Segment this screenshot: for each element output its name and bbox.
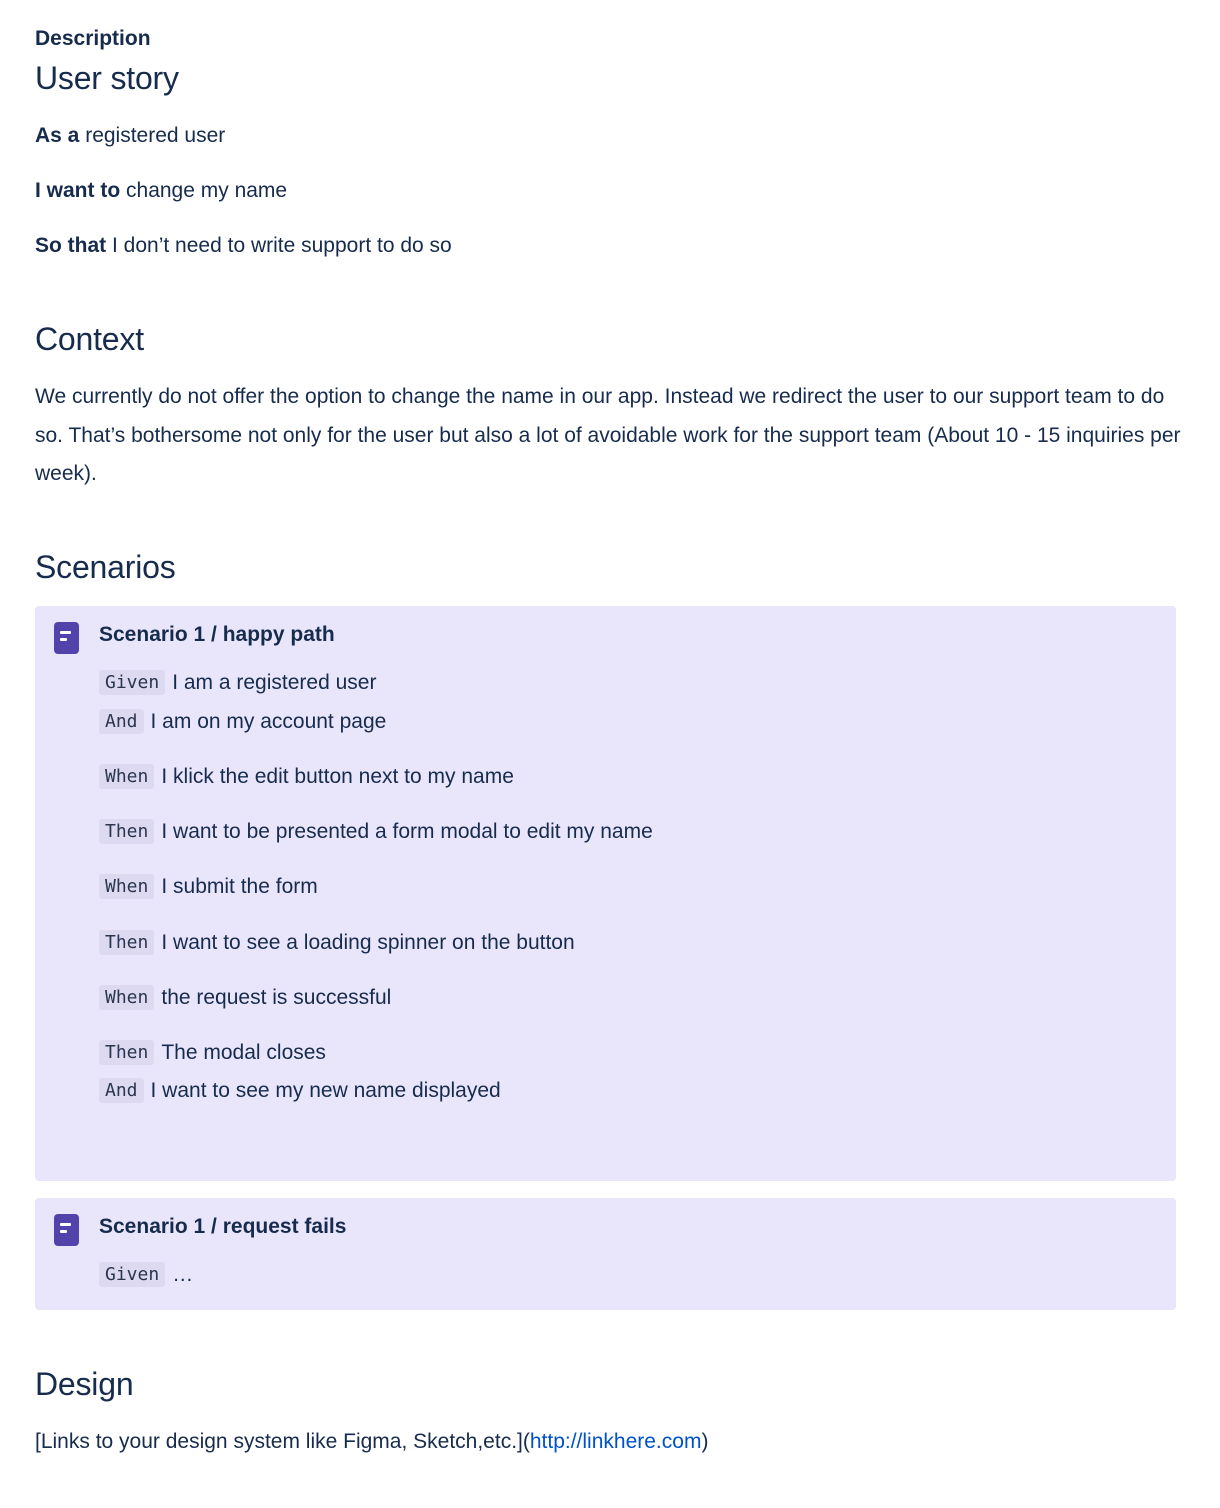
description-label: Description [35, 27, 151, 50]
user-story-heading: User story [35, 60, 179, 96]
scenario-title: Scenario 1 / request fails [99, 1215, 347, 1238]
step-keyword: When [99, 985, 154, 1010]
step-text: The modal closes [161, 1040, 326, 1064]
step-keyword: And [99, 709, 144, 734]
design-text-prefix: [Links to your design system like Figma, Sketch,etc.]( [35, 1430, 530, 1453]
as-a-line [35, 123, 225, 149]
step-keyword: When [99, 764, 154, 789]
scenario-panel-happy-path [35, 606, 1176, 1181]
i-want-to-line [35, 178, 287, 204]
context-heading: Context [35, 321, 144, 357]
step-text: I want to see a loading spinner on the button [161, 930, 575, 954]
step-keyword: When [99, 874, 154, 899]
so-that-text: I don’t need to write support to do so [112, 234, 452, 257]
scenario-step [99, 1078, 501, 1103]
scenario-title: Scenario 1 / happy path [99, 623, 335, 646]
scenario-panel-request-fails [35, 1198, 1176, 1310]
scenario-step [99, 985, 391, 1010]
scenarios-heading: Scenarios [35, 549, 176, 585]
step-keyword: Then [99, 930, 154, 955]
step-text: I am a registered user [172, 670, 377, 694]
i-want-to-keyword: I want to [35, 179, 121, 202]
note-icon [54, 622, 79, 654]
step-text: … [172, 1262, 194, 1286]
scenario-step [99, 709, 386, 734]
scenario-step [99, 1040, 326, 1065]
scenario-step [99, 819, 653, 844]
as-a-text: registered user [85, 124, 226, 147]
step-keyword: Then [99, 819, 154, 844]
design-links-line [35, 1429, 708, 1455]
step-text: I want to see my new name displayed [150, 1078, 501, 1102]
step-text: I am on my account page [150, 709, 387, 733]
i-want-to-text: change my name [126, 179, 288, 202]
so-that-line [35, 233, 452, 259]
step-keyword: Given [99, 670, 165, 695]
scenario-step [99, 764, 514, 789]
step-keyword: And [99, 1078, 144, 1103]
step-keyword: Then [99, 1040, 154, 1065]
design-heading: Design [35, 1366, 134, 1402]
as-a-keyword: As a [35, 124, 80, 147]
scenario-step [99, 930, 575, 955]
step-text: I klick the edit button next to my name [161, 764, 514, 788]
step-text: I want to be presented a form modal to edit my name [161, 819, 653, 843]
scenario-step [99, 1262, 193, 1287]
step-keyword: Given [99, 1262, 165, 1287]
scenario-step [99, 874, 318, 899]
step-text: the request is successful [161, 985, 392, 1009]
design-text-suffix: ) [701, 1430, 709, 1453]
scenario-step [99, 670, 376, 695]
design-link[interactable]: http://linkhere.com [529, 1430, 702, 1453]
so-that-keyword: So that [35, 234, 107, 257]
context-body: We currently do not offer the option to change the name in our app. Instead we redirect the user to our support team to do so. That’s bothersome not only for the user but also a lot of avoidable work for the support team (About 10 - 15 inquiries per week). [35, 385, 1181, 485]
step-text: I submit the form [161, 874, 318, 898]
note-icon [54, 1214, 79, 1246]
